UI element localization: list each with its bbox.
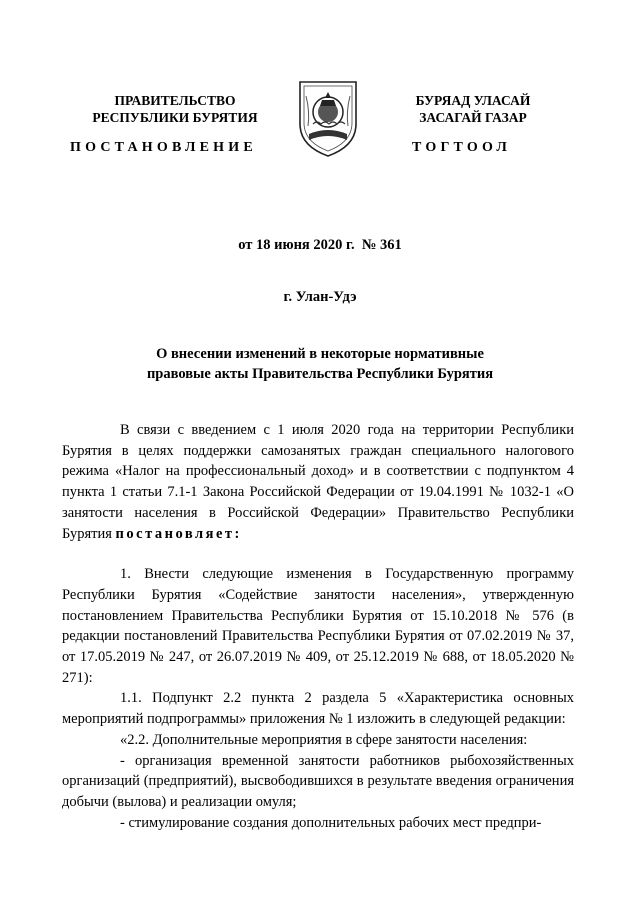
header-right bbox=[368, 92, 578, 126]
doc-type-right: ТОГТООЛ bbox=[412, 140, 512, 155]
header-left-line1: ПРАВИТЕЛЬСТВО bbox=[114, 93, 236, 108]
city: г. Улан-Удэ bbox=[283, 289, 357, 305]
resolves-word: постановляет: bbox=[115, 525, 242, 542]
bullet-2: - стимулирование создания дополнительных рабочих мест предпри- bbox=[120, 814, 542, 831]
preamble-paragraph bbox=[62, 420, 574, 544]
item-1: 1. Внести следующие изменения в Государственную программу Республики Бурятия «Содействие занятости населения», утвержденную постановлением Правительства Республики Бурятия от 15.10.2018 № 576 (в редакции постановлений Правительства Республики Бурятия от 07.02.2019 № 37, от 17.05.2019 № 247, от 26.07.2019 № 409, от 25.12.2019 № 688, от 18.05.2020 № 271): bbox=[62, 566, 574, 686]
header-left-line2: РЕСПУБЛИКИ БУРЯТИЯ bbox=[92, 110, 258, 125]
preamble-text: В связи с введением с 1 июля 2020 года на территории Республики Бурятия в целях поддержки самозанятых граждан специального налогового режима «Налог на профессиональный доход» и в соответствии с подпунктом 4 пункта 1 статьи 7.1-1 Закона Российской Федерации от 19.04.1991 № 1032-1 «О занятости населения в Российской Федерации» Правительство Республики Бурятия bbox=[62, 422, 574, 542]
item-2-2: «2.2. Дополнительные мероприятия в сфере занятости населения: bbox=[120, 731, 528, 748]
title-line2: правовые акты Правительства Республики Бурятия bbox=[146, 366, 494, 382]
header-left bbox=[60, 92, 290, 126]
body-text bbox=[62, 420, 574, 833]
header-right-line1: БУРЯАД УЛАСАЙ bbox=[415, 93, 531, 108]
document-title bbox=[0, 344, 640, 384]
doc-type-left: ПОСТАНОВЛЕНИЕ bbox=[70, 140, 257, 155]
date-line: от 18 июня 2020 г. № 361 bbox=[238, 237, 402, 253]
item-1-1: 1.1. Подпункт 2.2 пункта 2 раздела 5 «Характеристика основных мероприятий подпрограммы» приложения № 1 изложить в следующей редакции: bbox=[62, 690, 574, 728]
coat-of-arms-icon bbox=[295, 76, 361, 158]
title-line1: О внесении изменений в некоторые нормативные bbox=[156, 346, 484, 362]
bullet-1: - организация временной занятости работников рыбохозяйственных организаций (предприятий), высвободившихся в результате введения ограничения добычи (вылова) и реализации омуля; bbox=[62, 752, 574, 810]
header-right-line2: ЗАСАГАЙ ГАЗАР bbox=[419, 110, 527, 125]
